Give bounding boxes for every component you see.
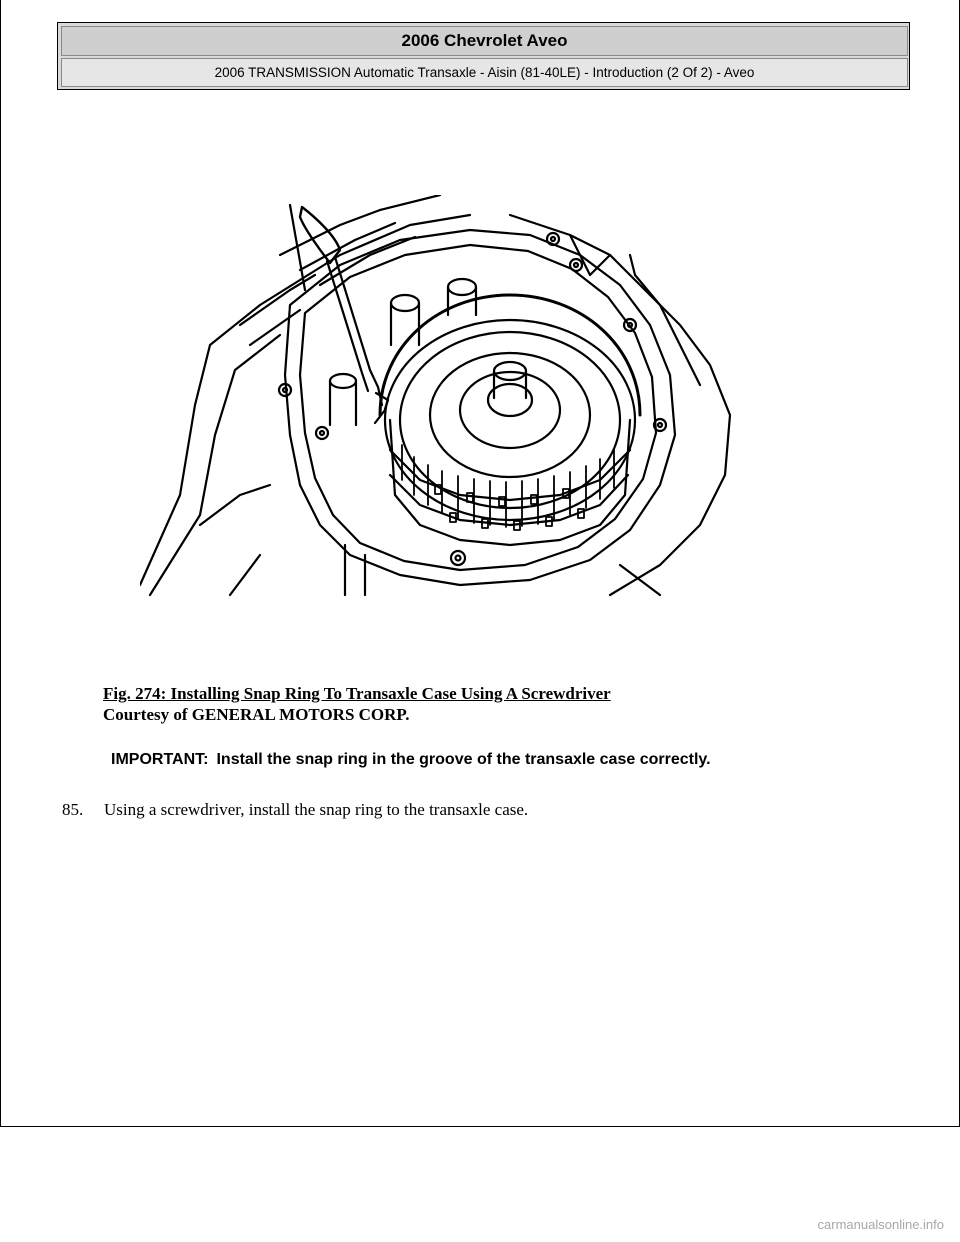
step-number: 85. <box>62 800 84 819</box>
figure-caption <box>103 683 611 725</box>
site-watermark: carmanualsonline.info <box>817 1217 944 1232</box>
document-header <box>57 22 910 90</box>
header-subtitle: 2006 TRANSMISSION Automatic Transaxle - Aisin (81-40LE) - Introduction (2 Of 2) - Aveo <box>61 58 908 87</box>
transaxle-illustration <box>140 195 740 605</box>
important-note <box>111 746 711 774</box>
important-text: Install the snap ring in the groove of the transaxle case correctly. <box>216 751 711 768</box>
procedure-step <box>62 800 528 820</box>
header-title: 2006 Chevrolet Aveo <box>61 26 908 56</box>
figure-title: Fig. 274: Installing Snap Ring To Transaxle Case Using A Screwdriver <box>103 684 611 703</box>
figure-credit: Courtesy of GENERAL MOTORS CORP. <box>103 705 410 724</box>
step-text: Using a screwdriver, install the snap ring to the transaxle case. <box>104 800 529 819</box>
important-label: IMPORTANT: <box>111 751 209 768</box>
